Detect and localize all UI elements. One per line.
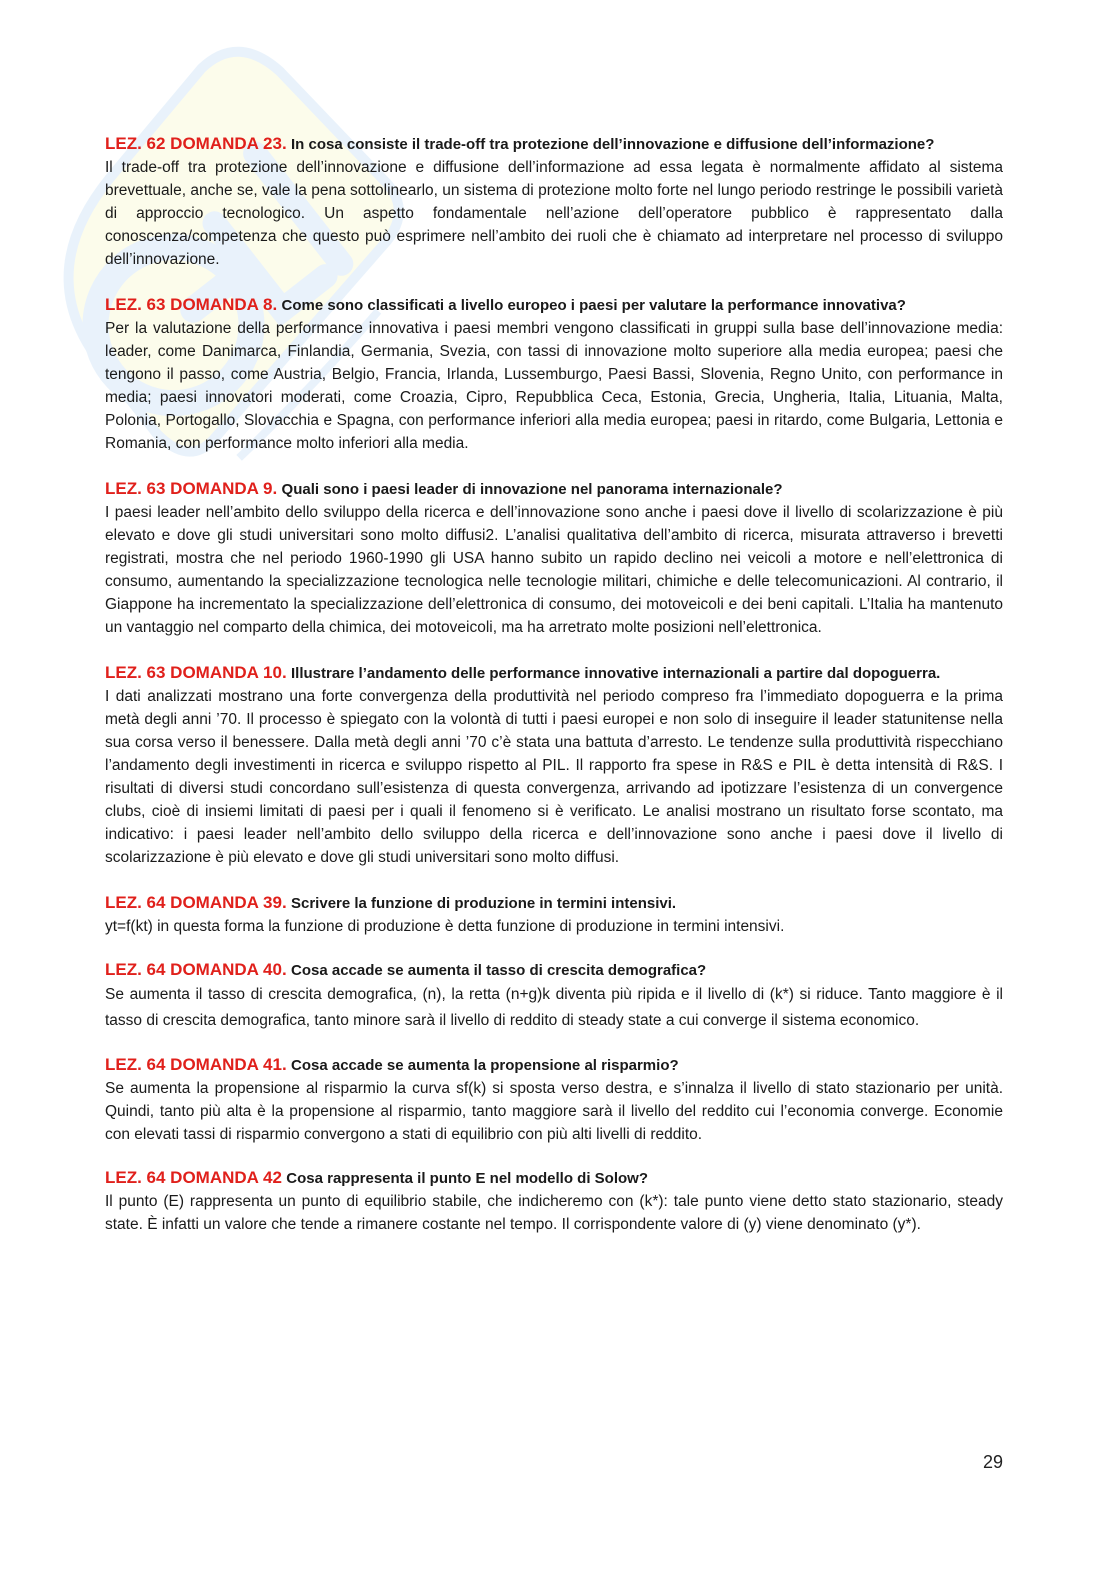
answer-text: Per la valutazione della performance innovativa i paesi membri vengono classificati in gruppi sulla base dell’innovazione media: leader, come Danimarca, Finlandia, Germania, Svezia, con tassi di innovazione molto superiore alla media europea; paesi che tengono il passo, come Austria, Belgio, Francia, Irlanda, Lussemburgo, Paesi Bassi, Slovenia, Regno Unito, con performance in media; paesi innovatori moderati, come Croazia, Cipro, Repubblica Ceca, Estonia, Grecia, Ungheria, Italia, Lituania, Malta, Polonia, Portogallo, Slovacchia e Spagna, con performance inferiori alla media europea; paesi in ritardo, come Bulgaria, Lettonia e Romania, con performance molto inferiori alla media. — [105, 320, 1003, 452]
qa-block — [105, 891, 1003, 938]
qa-block — [105, 293, 1003, 455]
answer-text: yt=f(kt) in questa forma la funzione di produzione è detta funzione di produzione in termini intensivi. — [105, 918, 785, 935]
document-body — [105, 132, 1003, 1258]
qa-block — [105, 958, 1003, 1033]
question-text: Cosa rappresenta il punto E nel modello di Solow? — [286, 1170, 648, 1187]
question — [105, 958, 1003, 982]
question-text: Quali sono i paesi leader di innovazione nel panorama internazionale? — [281, 481, 783, 498]
qa-block — [105, 132, 1003, 271]
question-text: Cosa accade se aumenta la propensione al risparmio? — [291, 1057, 679, 1074]
question — [105, 132, 1003, 156]
qa-block — [105, 1166, 1003, 1236]
lesson-label: LEZ. 64 DOMANDA 40. — [105, 960, 287, 979]
qa-block — [105, 1053, 1003, 1146]
question-text: Cosa accade se aumenta il tasso di crescita demografica? — [291, 962, 707, 979]
lesson-label: LEZ. 63 DOMANDA 9. — [105, 479, 278, 498]
lesson-label: LEZ. 63 DOMANDA 8. — [105, 295, 278, 314]
answer-text: Il punto (E) rappresenta un punto di equilibrio stabile, che indicheremo con (k*): tale punto viene detto stato stazionario, steady state. È infatti un valore che tende a rimanere costante nel tempo. Il corrispondente valore di (y) viene denominato (y*). — [105, 1193, 1003, 1233]
question — [105, 661, 1003, 685]
qa-block — [105, 477, 1003, 639]
answer-text: Il trade-off tra protezione dell’innovazione e diffusione dell’informazione ad essa legata è normalmente affidato al sistema brevettuale, anche se, vale la pena sottolinearlo, un sistema di protezione molto forte nel lungo periodo restringe le possibili varietà di approccio tecnologico. Un aspetto fondamentale nell’azione dell’operatore pubblico è rappresentato dalla conoscenza/competenza che questo può esprimere nell’ambito dei ruoli che è chiamato ad interpretare nel processo di sviluppo dell’innovazione. — [105, 159, 1003, 268]
lesson-label: LEZ. 64 DOMANDA 42 — [105, 1168, 282, 1187]
lesson-label: LEZ. 64 DOMANDA 41. — [105, 1055, 287, 1074]
lesson-label: LEZ. 63 DOMANDA 10. — [105, 663, 287, 682]
question-text: Scrivere la funzione di produzione in termini intensivi. — [291, 895, 677, 912]
answer-text: Se aumenta la propensione al risparmio la curva sf(k) si sposta verso destra, e s’innalza il livello di stato stazionario per unità. Quindi, tanto più alta è la propensione al risparmio, tanto maggiore sarà il livello del reddito cui l’economia converge. Economie con elevati tassi di risparmio convergono a stati di equilibrio con più alti livelli di reddito. — [105, 1080, 1003, 1143]
question-text: In cosa consiste il trade-off tra protezione dell’innovazione e diffusione dell’informazione? — [291, 136, 935, 153]
question — [105, 891, 1003, 915]
page-number: 29 — [982, 1452, 1003, 1472]
qa-block — [105, 661, 1003, 869]
lesson-label: LEZ. 64 DOMANDA 39. — [105, 893, 287, 912]
question — [105, 1053, 1003, 1077]
question — [105, 293, 1003, 317]
lesson-label: LEZ. 62 DOMANDA 23. — [105, 134, 287, 153]
answer-text: I dati analizzati mostrano una forte convergenza della produttività nel periodo compreso fra l’immediato dopoguerra e la prima metà degli anni ’70. Il processo è spiegato con la volontà di tutti i paesi europei e non solo di inseguire il leader statunitense nella sua corsa verso il benessere. Dalla metà degli anni ’70 c’è stata una battuta d’arresto. Le tendenze sulla produttività rispecchiano l’andamento degli investimenti in ricerca e sviluppo rispetto al PIL. Il rapporto fra spese in R&S e PIL è detta intensità di R&S. I risultati di diversi studi concordano sull’esistenza di questa convergenza, arrivando ad ipotizzare l’esistenza di un convergence clubs, cioè di insiemi limitati di paesi per i quali il fenomeno si è verificato. Le analisi mostrano un risultato forse scontato, ma indicativo: i paesi leader nell’ambito dello sviluppo della ricerca e dell’innovazione sono anche i paesi dove il livello di scolarizzazione è più elevato e dove gli studi universitari sono molto diffusi. — [105, 688, 1003, 866]
question-text: Illustrare l’andamento delle performance innovative internazionali a partire dal dopoguerra. — [291, 665, 941, 682]
answer-text: Se aumenta il tasso di crescita demografica, (n), la retta (n+g)k diventa più ripida e il livello di (k*) si riduce. Tanto maggiore è il tasso di crescita demografica, tanto minore sarà il livello di reddito di steady state a cui converge il sistema economico. — [105, 986, 1003, 1029]
answer-text: I paesi leader nell’ambito dello sviluppo della ricerca e dell’innovazione sono anche i paesi dove il livello di scolarizzazione è più elevato e dove gli studi universitari sono molto diffusi2. L’analisi qualitativa dell’ambito di ricerca, misurata attraverso i brevetti registrati, mostra che nel periodo 1960-1990 gli USA hanno subito un rapido declino nei veicoli a motore e nell’elettronica di consumo, aumentando la specializzazione tecnologica nelle tecnologie militari, chimiche e delle telecomunicazioni. Al contrario, il Giappone ha incrementato la specializzazione dell’elettronica di consumo, dei motoveicoli e dei beni capitali. L’Italia ha mantenuto un vantaggio nel comparto della chimica, dei motoveicoli, ma ha arretrato molte posizioni nell’elettronica. — [105, 504, 1003, 636]
question-text: Come sono classificati a livello europeo i paesi per valutare la performance innovativa? — [281, 297, 906, 314]
question — [105, 477, 1003, 501]
question — [105, 1166, 1003, 1190]
